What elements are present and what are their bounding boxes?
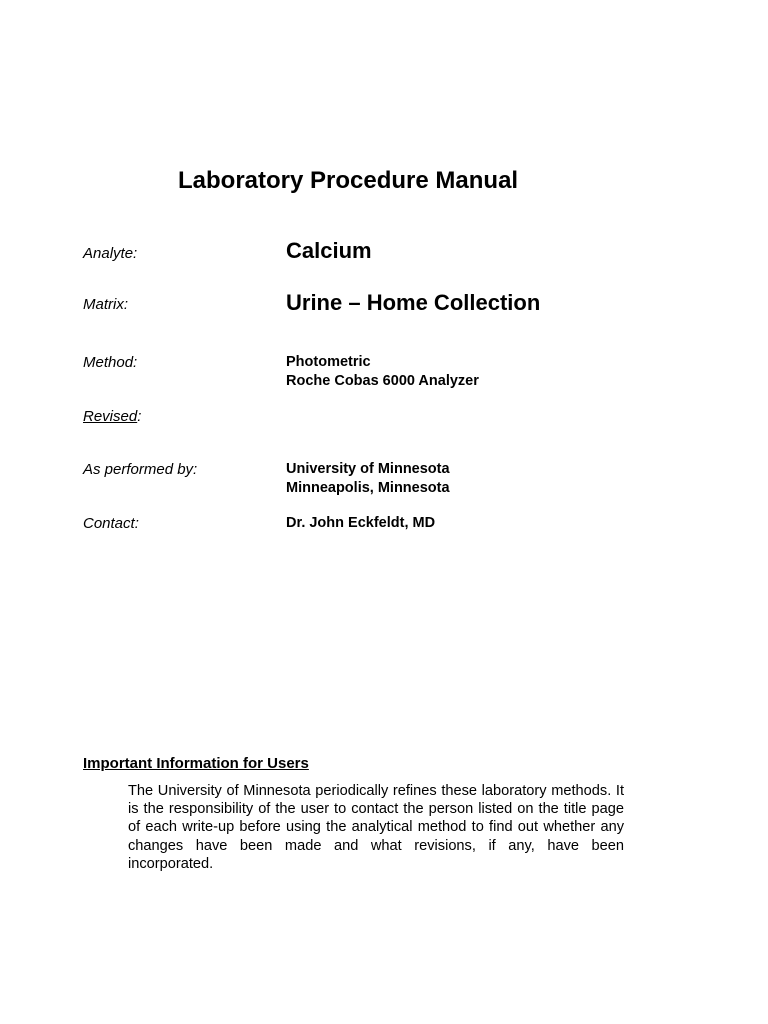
- revised-label-text: Revised: [83, 408, 138, 425]
- contact-label: Contact:: [83, 515, 139, 532]
- performed-by-value: [286, 460, 450, 497]
- method-line-1: Photometric: [286, 354, 371, 370]
- contact-value: Dr. John Eckfeldt, MD: [286, 515, 436, 531]
- revised-label: [83, 408, 141, 426]
- method-line-2: Roche Cobas 6000 Analyzer: [286, 372, 479, 389]
- performed-by-line-2: Minneapolis, Minnesota: [286, 479, 450, 496]
- analyte-label: Analyte:: [83, 245, 138, 262]
- performed-by-label: As performed by:: [83, 461, 198, 478]
- method-value: [286, 353, 479, 390]
- performed-by-line-1: University of Minnesota: [286, 461, 450, 477]
- matrix-label: Matrix:: [83, 296, 128, 313]
- method-label: Method:: [83, 354, 138, 371]
- analyte-value: Calcium: [286, 238, 372, 263]
- document-title: Laboratory Procedure Manual: [178, 167, 519, 194]
- matrix-value: Urine – Home Collection: [286, 290, 541, 315]
- important-info-body: The University of Minnesota periodically refines these laboratory methods. It is the responsibility of the user to contact the person listed on the title page of each write-up before using the analytical method to find out whether any changes have been made and what revisions, if any, have been incorporated.: [128, 783, 624, 872]
- important-info-heading: Important Information for Users: [83, 755, 309, 772]
- revised-label-colon: :: [137, 408, 142, 425]
